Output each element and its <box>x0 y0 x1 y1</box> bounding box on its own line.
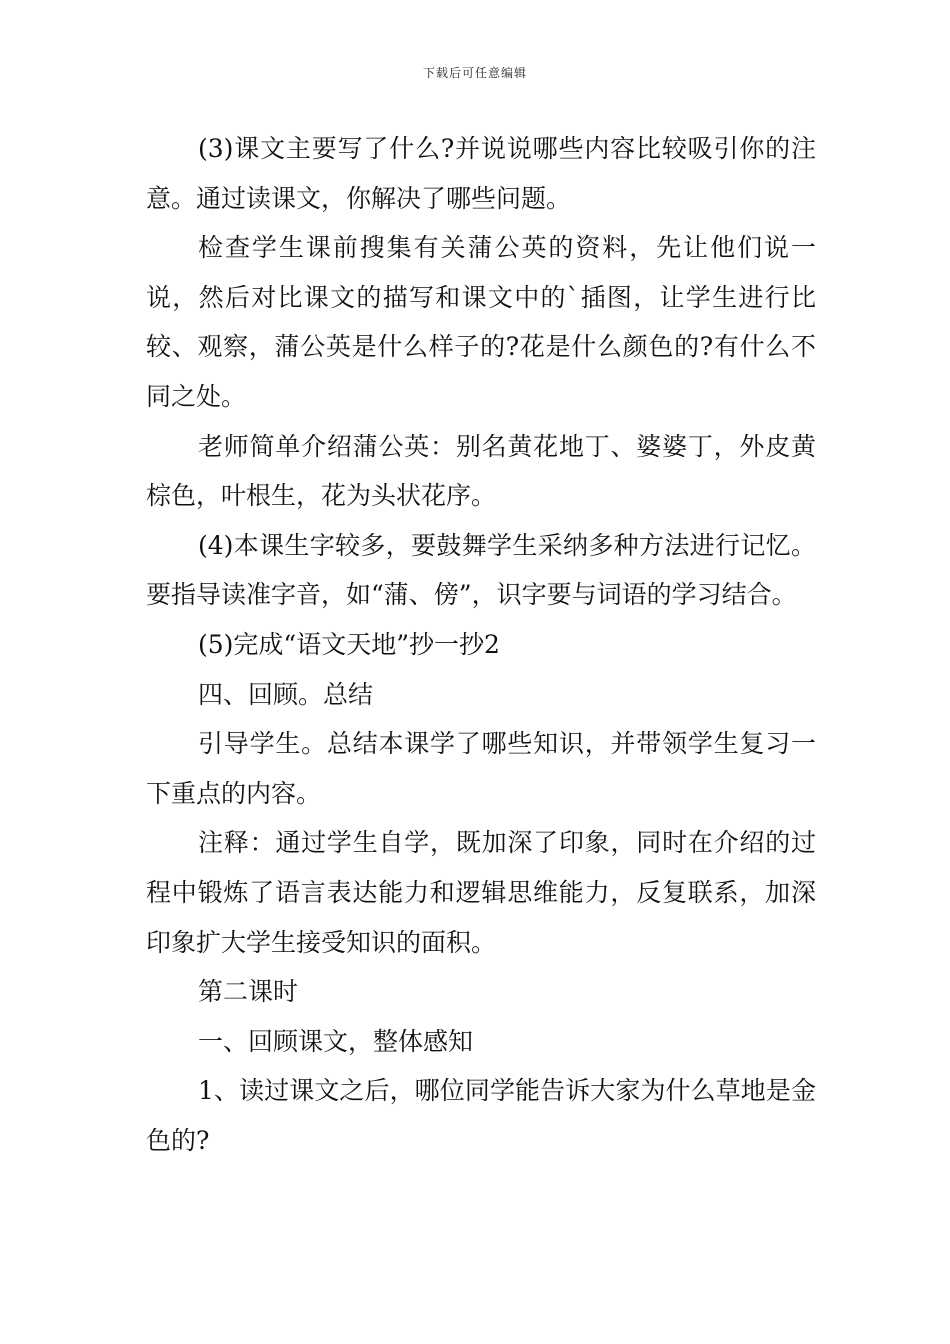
paragraph: (3)课文主要写了什么?并说说哪些内容比较吸引你的注意。通过读课文，你解决了哪些问题。 <box>146 134 816 213</box>
document-body <box>146 124 816 1165</box>
section-heading: 第二课时 <box>198 977 299 1007</box>
paragraph: 检查学生课前搜集有关蒲公英的资料，先让他们说一说，然后对比课文的描写和课文中的`插图，让学生进行比较、观察，蒲公英是什么样子的?花是什么颜色的?有什么不同之处。 <box>146 233 816 411</box>
paragraph: 引导学生。总结本课学了哪些知识，并带领学生复习一下重点的内容。 <box>146 729 816 808</box>
paragraph: (4)本课生字较多，要鼓舞学生采纳多种方法进行记忆。要指导读准字音，如“蒲、傍”，识字要与词语的学习结合。 <box>146 530 816 610</box>
section-heading: 四、回顾。总结 <box>198 679 374 709</box>
paragraph: 1、读过课文之后，哪位同学能告诉大家为什么草地是金色的? <box>146 1076 816 1155</box>
paragraph: 注释：通过学生自学，既加深了印象，同时在介绍的过程中锻炼了语言表达能力和逻辑思维能力，反复联系，加深印象扩大学生接受知识的面积。 <box>146 828 816 957</box>
page-header: 下载后可任意编辑 <box>422 66 527 80</box>
section-heading: 一、回顾课文，整体感知 <box>198 1026 474 1056</box>
paragraph: 老师简单介绍蒲公英：别名黄花地丁、婆婆丁，外皮黄棕色，叶根生，花为头状花序。 <box>146 431 816 511</box>
paragraph: (5)完成“语文天地”抄一抄2 <box>198 629 500 659</box>
